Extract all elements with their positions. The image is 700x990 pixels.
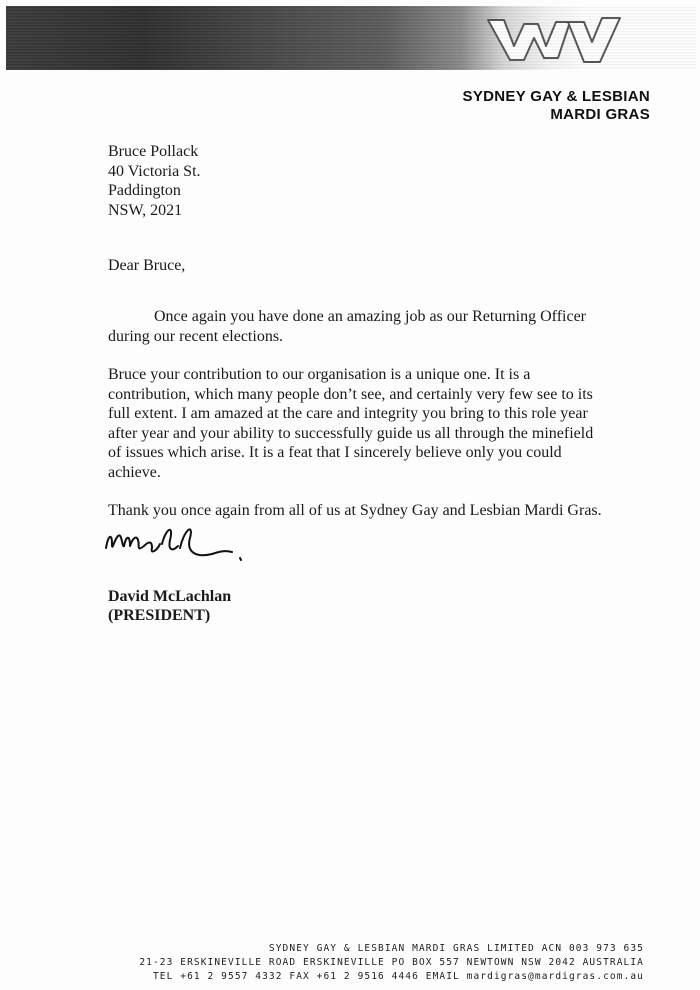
footer-company-line: SYDNEY GAY & LESBIAN MARDI GRAS LIMITED ACN 003 973 635 (268, 943, 644, 954)
recipient-name: Bruce Pollack (108, 143, 199, 160)
footer-address-line: 21-23 ERSKINEVILLE ROAD ERSKINEVILLE PO BOX 557 NEWTOWN NSW 2042 AUSTRALIA (139, 957, 644, 968)
organisation-name-line1: SYDNEY GAY & LESBIAN (462, 88, 650, 105)
handwritten-signature-icon (100, 518, 250, 570)
recipient-street: 40 Victoria St. (108, 162, 201, 180)
recipient-state-postcode: NSW, 2021 (108, 201, 183, 219)
recipient-suburb: Paddington (108, 182, 181, 199)
organisation-name (440, 88, 650, 124)
body-paragraph-1: Once again you have done an amazing job as our Returning Officer during our recent elections. (108, 308, 586, 345)
signatory-block (108, 587, 231, 625)
salutation: Dear Bruce, (108, 257, 186, 274)
recipient-address (108, 142, 201, 220)
footer-contact-line: TEL +61 2 9557 4332 FAX +61 2 9516 4446 EMAIL mardigras@mardigras.com.au (152, 971, 644, 982)
organisation-name-line2: MARDI GRAS (550, 106, 650, 123)
mardi-gras-logo-icon (484, 12, 624, 70)
body-paragraph-3: Thank you once again from all of us at Sydney Gay and Lesbian Mardi Gras. (108, 502, 602, 519)
letterhead-band (6, 6, 696, 70)
signatory-name: David McLachlan (108, 588, 232, 605)
letterhead-footer (30, 942, 644, 984)
body-paragraph-2: Bruce your contribution to our organisation is a unique one. It is a contribution, which many people don’t see, and certainly very few see to its full extent. I am amazed at the care and integrity you bring to this role year after year and your ability to successfully guide us all through the minefield of issues which arise. It is a feat that I sincerely believe only you could achieve. (108, 366, 594, 481)
signatory-title: (PRESIDENT) (108, 607, 211, 624)
letter-body (108, 307, 608, 540)
